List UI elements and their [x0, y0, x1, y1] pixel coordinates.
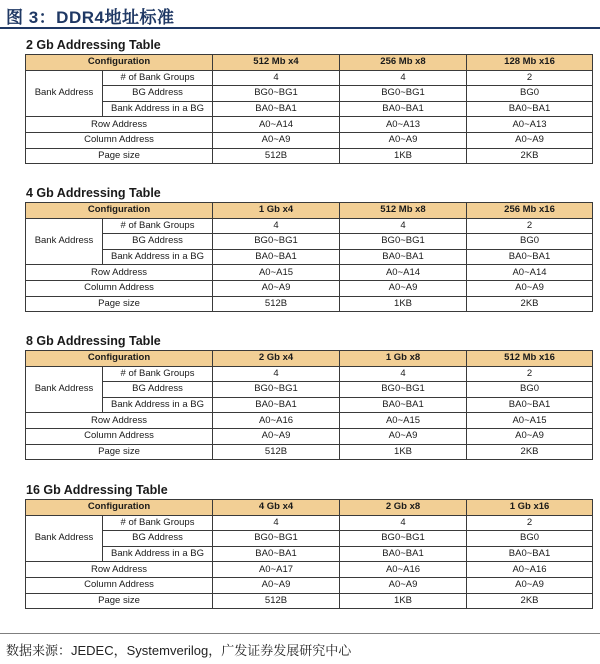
table-cell: BA0~BA1 — [213, 101, 340, 117]
table-cell: A0~A14 — [340, 265, 467, 281]
row-label-bank-address: Bank Address — [26, 366, 103, 413]
row-label-bank-groups: # of Bank Groups — [103, 70, 213, 86]
header-config-2: 512 Mb x8 — [340, 203, 467, 219]
table-cell: 1KB — [340, 296, 467, 312]
row-label-bank-address: Bank Address — [26, 218, 103, 265]
table-cell: A0~A15 — [213, 265, 340, 281]
table-cell: A0~A9 — [467, 132, 593, 148]
table-row — [26, 148, 593, 164]
header-config-1: 512 Mb x4 — [213, 55, 340, 71]
row-label-bank-groups: # of Bank Groups — [103, 218, 213, 234]
header-row — [26, 55, 593, 71]
row-label-bg-address: BG Address — [103, 531, 213, 547]
addressing-table — [25, 54, 593, 164]
table-cell: A0~A15 — [340, 413, 467, 429]
table-cell: BG0~BG1 — [340, 382, 467, 398]
table-cell: 4 — [340, 70, 467, 86]
table-cell: 4 — [340, 366, 467, 382]
row-label-page-size: Page size — [26, 593, 213, 609]
table-cell: BG0~BG1 — [213, 531, 340, 547]
table-cell: BA0~BA1 — [340, 546, 467, 562]
table-cell: A0~A9 — [340, 132, 467, 148]
header-config-2: 2 Gb x8 — [340, 500, 467, 516]
row-label-bg-address: BG Address — [103, 86, 213, 102]
row-label-bank-groups: # of Bank Groups — [103, 366, 213, 382]
table-cell: 4 — [213, 70, 340, 86]
table-cell: 2KB — [467, 593, 593, 609]
table-row — [26, 101, 593, 117]
header-config-3: 256 Mb x16 — [467, 203, 593, 219]
table-cell: BA0~BA1 — [213, 249, 340, 265]
row-label-column-address: Column Address — [26, 428, 213, 444]
table-cell: BA0~BA1 — [467, 546, 593, 562]
table-cell: BA0~BA1 — [467, 101, 593, 117]
table-cell: A0~A14 — [467, 265, 593, 281]
table-cell: BG0~BG1 — [213, 234, 340, 250]
table-section-4gb — [25, 184, 592, 312]
header-config-2: 1 Gb x8 — [340, 351, 467, 367]
table-cell: 2KB — [467, 296, 593, 312]
header-config-3: 1 Gb x16 — [467, 500, 593, 516]
addressing-table — [25, 499, 593, 609]
table-cell: BG0~BG1 — [213, 86, 340, 102]
table-cell: 4 — [340, 515, 467, 531]
table-row — [26, 577, 593, 593]
table-cell: BA0~BA1 — [340, 249, 467, 265]
table-title: 2 Gb Addressing Table — [26, 38, 161, 52]
table-row — [26, 280, 593, 296]
header-configuration: Configuration — [26, 203, 213, 219]
table-cell: 1KB — [340, 444, 467, 460]
row-label-ba-in-bg: Bank Address in a BG — [103, 249, 213, 265]
row-label-bg-address: BG Address — [103, 382, 213, 398]
table-cell: BG0 — [467, 531, 593, 547]
addressing-table — [25, 202, 593, 312]
row-label-ba-in-bg: Bank Address in a BG — [103, 546, 213, 562]
table-cell: BA0~BA1 — [213, 546, 340, 562]
table-title: 8 Gb Addressing Table — [26, 334, 161, 348]
table-row — [26, 546, 593, 562]
table-cell: 4 — [213, 218, 340, 234]
table-cell: 512B — [213, 296, 340, 312]
table-cell: BA0~BA1 — [340, 397, 467, 413]
table-cell: BG0 — [467, 234, 593, 250]
row-label-page-size: Page size — [26, 444, 213, 460]
table-title: 4 Gb Addressing Table — [26, 186, 161, 200]
header-configuration: Configuration — [26, 55, 213, 71]
table-section-8gb — [25, 332, 592, 460]
table-cell: 4 — [213, 366, 340, 382]
table-cell: BG0 — [467, 86, 593, 102]
row-label-page-size: Page size — [26, 148, 213, 164]
header-config-1: 2 Gb x4 — [213, 351, 340, 367]
table-cell: A0~A13 — [467, 117, 593, 133]
table-cell: 1KB — [340, 593, 467, 609]
table-row — [26, 382, 593, 398]
table-cell: BG0 — [467, 382, 593, 398]
header-config-1: 4 Gb x4 — [213, 500, 340, 516]
table-cell: 2 — [467, 366, 593, 382]
row-label-column-address: Column Address — [26, 132, 213, 148]
header-row — [26, 351, 593, 367]
table-cell: A0~A9 — [213, 428, 340, 444]
table-row — [26, 444, 593, 460]
table-row — [26, 70, 593, 86]
table-cell: BG0~BG1 — [340, 531, 467, 547]
table-cell: 2 — [467, 218, 593, 234]
table-cell: A0~A9 — [340, 577, 467, 593]
row-label-column-address: Column Address — [26, 577, 213, 593]
table-cell: 4 — [213, 515, 340, 531]
table-cell: 2 — [467, 70, 593, 86]
figure-title: 图 3：DDR4地址标准 — [6, 8, 175, 27]
table-cell: BA0~BA1 — [467, 397, 593, 413]
source-note: 数据来源：JEDEC，Systemverilog，广发证券发展研究中心 — [6, 643, 352, 658]
table-cell: BG0~BG1 — [213, 382, 340, 398]
table-cell: A0~A17 — [213, 562, 340, 578]
table-cell: A0~A9 — [467, 577, 593, 593]
table-row — [26, 515, 593, 531]
table-cell: 4 — [340, 218, 467, 234]
table-cell: A0~A9 — [213, 280, 340, 296]
title-divider — [0, 27, 600, 29]
table-cell: 1KB — [340, 148, 467, 164]
row-label-bg-address: BG Address — [103, 234, 213, 250]
table-row — [26, 397, 593, 413]
table-row — [26, 218, 593, 234]
table-cell: BA0~BA1 — [213, 397, 340, 413]
table-cell: 2 — [467, 515, 593, 531]
header-config-3: 128 Mb x16 — [467, 55, 593, 71]
table-cell: A0~A9 — [340, 428, 467, 444]
table-cell: 2KB — [467, 148, 593, 164]
table-cell: BG0~BG1 — [340, 234, 467, 250]
table-cell: A0~A9 — [340, 280, 467, 296]
table-row — [26, 366, 593, 382]
table-row — [26, 296, 593, 312]
table-cell: A0~A16 — [213, 413, 340, 429]
table-row — [26, 132, 593, 148]
table-row — [26, 413, 593, 429]
table-cell: 2KB — [467, 444, 593, 460]
table-row — [26, 531, 593, 547]
row-label-ba-in-bg: Bank Address in a BG — [103, 397, 213, 413]
table-row — [26, 234, 593, 250]
table-row — [26, 562, 593, 578]
table-row — [26, 249, 593, 265]
table-cell: A0~A16 — [340, 562, 467, 578]
table-row — [26, 265, 593, 281]
row-label-row-address: Row Address — [26, 117, 213, 133]
header-row — [26, 203, 593, 219]
table-cell: BA0~BA1 — [467, 249, 593, 265]
table-cell: A0~A16 — [467, 562, 593, 578]
header-configuration: Configuration — [26, 351, 213, 367]
table-row — [26, 428, 593, 444]
table-row — [26, 593, 593, 609]
header-config-1: 1 Gb x4 — [213, 203, 340, 219]
table-cell: BA0~BA1 — [340, 101, 467, 117]
table-cell: A0~A9 — [467, 428, 593, 444]
row-label-row-address: Row Address — [26, 413, 213, 429]
table-cell: A0~A9 — [213, 132, 340, 148]
table-cell: BG0~BG1 — [340, 86, 467, 102]
table-cell: A0~A14 — [213, 117, 340, 133]
table-cell: A0~A9 — [467, 280, 593, 296]
table-section-16gb — [25, 481, 592, 609]
row-label-row-address: Row Address — [26, 265, 213, 281]
table-cell: 512B — [213, 148, 340, 164]
table-cell: A0~A15 — [467, 413, 593, 429]
table-row — [26, 86, 593, 102]
row-label-row-address: Row Address — [26, 562, 213, 578]
row-label-bank-groups: # of Bank Groups — [103, 515, 213, 531]
table-cell: 512B — [213, 444, 340, 460]
source-divider — [0, 633, 600, 634]
addressing-table — [25, 350, 593, 460]
table-cell: A0~A13 — [340, 117, 467, 133]
header-configuration: Configuration — [26, 500, 213, 516]
table-title: 16 Gb Addressing Table — [26, 483, 168, 497]
header-config-2: 256 Mb x8 — [340, 55, 467, 71]
row-label-column-address: Column Address — [26, 280, 213, 296]
row-label-bank-address: Bank Address — [26, 70, 103, 117]
row-label-bank-address: Bank Address — [26, 515, 103, 562]
header-row — [26, 500, 593, 516]
row-label-ba-in-bg: Bank Address in a BG — [103, 101, 213, 117]
header-config-3: 512 Mb x16 — [467, 351, 593, 367]
table-section-2gb — [25, 36, 592, 164]
table-row — [26, 117, 593, 133]
table-cell: 512B — [213, 593, 340, 609]
table-cell: A0~A9 — [213, 577, 340, 593]
row-label-page-size: Page size — [26, 296, 213, 312]
